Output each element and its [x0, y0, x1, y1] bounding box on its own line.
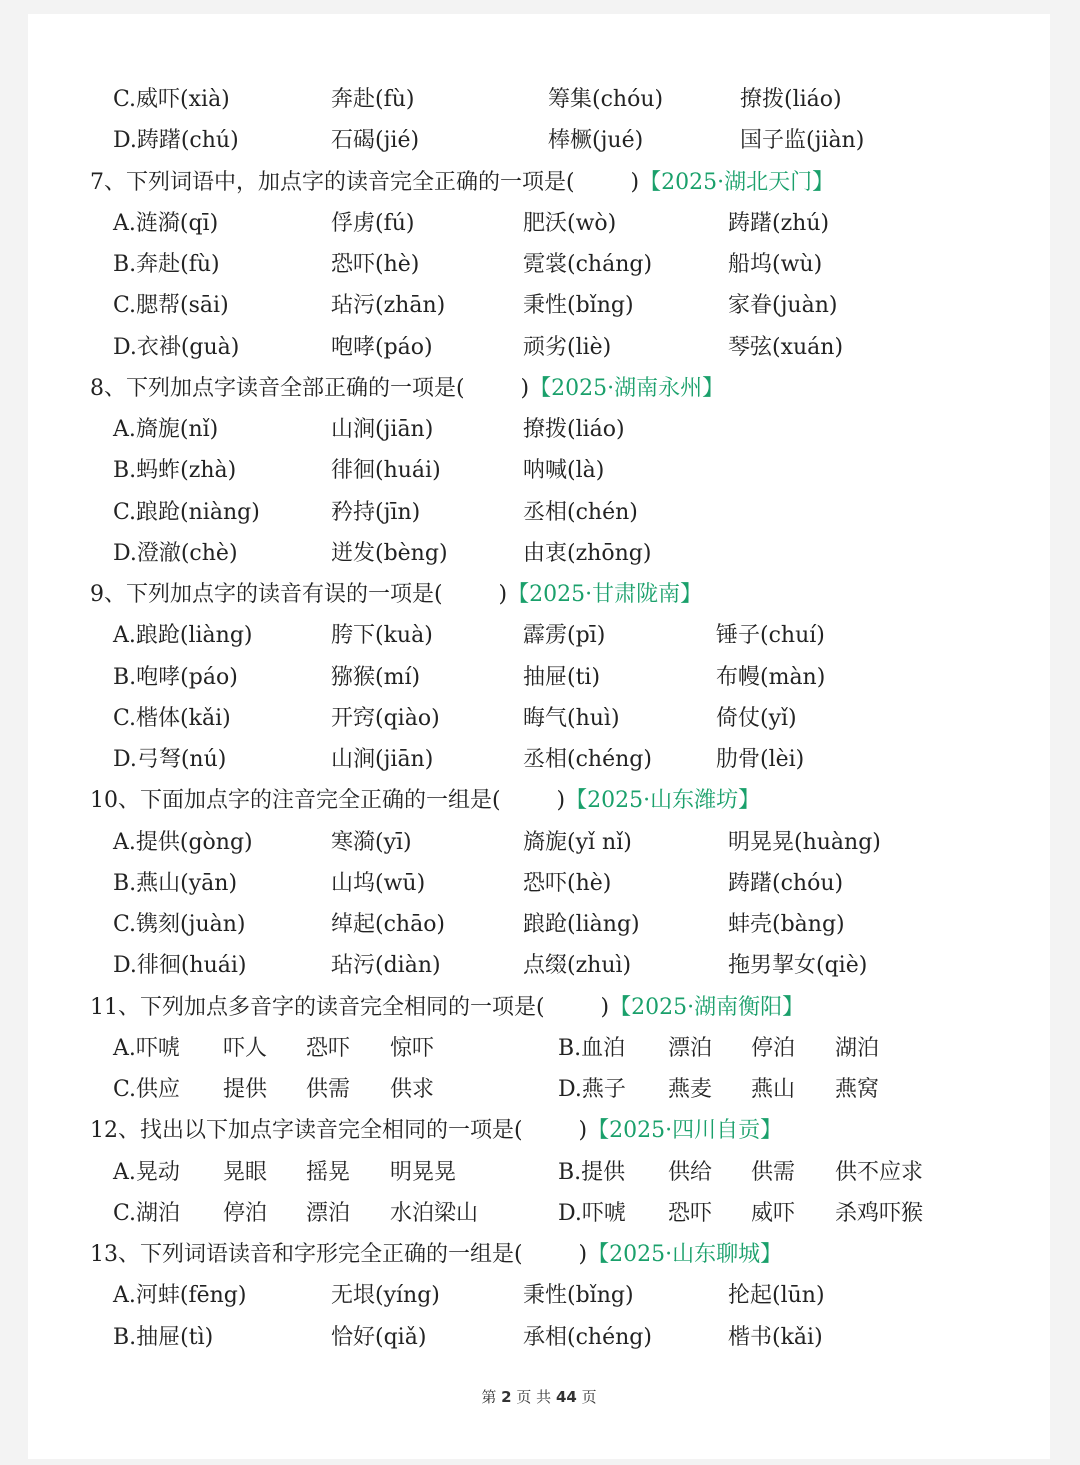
- option-item: 提供: [223, 1077, 268, 1102]
- option-item: 霹雳(pī): [523, 623, 606, 649]
- question-number: 10、: [90, 788, 140, 814]
- option-item: 玷污(diàn): [331, 953, 441, 979]
- options-row: [28, 864, 1050, 904]
- options-row: [28, 1194, 1050, 1234]
- document-page: [28, 14, 1050, 1459]
- question-number: 7、: [90, 169, 126, 195]
- option-item: C.湖泊: [113, 1200, 181, 1226]
- question-row: [28, 988, 1050, 1028]
- option-item: 石碣(jié): [331, 128, 420, 154]
- answer-blank: ): [574, 169, 640, 195]
- option-item: B.提供: [558, 1159, 626, 1185]
- option-item: 供需: [751, 1159, 796, 1185]
- question-number: 11、: [90, 994, 140, 1020]
- question-text: 下列加点字的读音有误的一项是(: [126, 582, 443, 607]
- option-item: 玷污(zhān): [331, 293, 446, 319]
- option-item: 抽屉(ti): [523, 664, 601, 690]
- page-footer: [28, 1386, 1050, 1407]
- option-item: A.晃动: [113, 1159, 180, 1185]
- question-row: [28, 575, 1050, 615]
- options-row: [28, 1070, 1050, 1110]
- option-item: C.威吓(xià): [113, 87, 230, 112]
- option-item: 恐吓: [668, 1200, 713, 1226]
- question-stem: [90, 988, 804, 1028]
- option-item: 燕麦: [668, 1077, 713, 1102]
- option-item: 蚌壳(bàng): [728, 912, 845, 937]
- option-item: 布幔(màn): [716, 664, 826, 690]
- option-item: 山涧(jiān): [331, 417, 434, 442]
- option-item: D.徘徊(huái): [113, 953, 247, 979]
- question-text: 下面加点字的注音完全正确的一组是(: [140, 788, 501, 814]
- options-row: [28, 451, 1050, 491]
- option-item: 抡起(lūn): [728, 1283, 825, 1309]
- option-item: 筹集(chóu): [548, 87, 664, 112]
- option-item: 楷书(kǎi): [728, 1324, 823, 1350]
- question-source: 【2025·湖南衡阳】: [609, 994, 805, 1020]
- question-text: 下列词语读音和字形完全正确的一组是(: [140, 1242, 523, 1267]
- option-item: 明晃晃(huàng): [728, 829, 881, 855]
- option-item: 由衷(zhōng): [523, 540, 652, 566]
- option-item: 丞相(chéng): [523, 747, 652, 772]
- answer-blank: ): [522, 1242, 588, 1267]
- option-item: 开窍(qiào): [331, 705, 440, 731]
- question-stem: [90, 781, 760, 821]
- option-item: 撩拨(liáo): [740, 87, 842, 112]
- option-item: 琴弦(xuán): [728, 334, 844, 360]
- answer-blank: ): [442, 582, 508, 607]
- option-item: 霓裳(cháng): [523, 252, 653, 277]
- option-item: 惊吓: [390, 1035, 435, 1061]
- option-item: 供需: [306, 1077, 351, 1102]
- option-item: 燕窝: [835, 1077, 880, 1102]
- option-item: A.涟漪(qī): [113, 210, 219, 236]
- option-item: 湖泊: [835, 1035, 880, 1061]
- footer-prefix: 第: [481, 1388, 497, 1406]
- current-page-number: 2: [501, 1388, 512, 1406]
- question-stem: [90, 1111, 782, 1151]
- option-item: D.踌躇(chú): [113, 128, 239, 154]
- options-row: [28, 1029, 1050, 1069]
- option-item: 水泊梁山: [390, 1200, 479, 1226]
- option-item: 无垠(yíng): [331, 1283, 440, 1309]
- option-item: 秉性(bǐng): [523, 293, 634, 319]
- footer-mid: 页 共: [516, 1388, 552, 1406]
- option-item: 船坞(wù): [728, 252, 823, 277]
- option-item: 漂泊: [306, 1200, 351, 1226]
- options-row: [28, 1276, 1050, 1316]
- question-stem: [90, 163, 834, 203]
- option-item: C.供应: [113, 1077, 181, 1102]
- option-item: 拖男挈女(qiè): [728, 953, 868, 979]
- option-item: 迸发(bèng): [331, 540, 448, 566]
- option-item: 山坞(wū): [331, 870, 426, 896]
- option-item: 承相(chéng): [523, 1324, 652, 1350]
- options-row: [28, 658, 1050, 698]
- options-row: [28, 699, 1050, 739]
- option-item: 恐吓(hè): [523, 870, 612, 896]
- question-number: 8、: [90, 375, 126, 401]
- question-stem: [90, 369, 724, 409]
- option-item: 供求: [390, 1077, 435, 1102]
- option-item: 恰好(qiǎ): [331, 1324, 427, 1350]
- option-item: 供不应求: [835, 1159, 924, 1185]
- option-item: 寒漪(yī): [331, 829, 412, 855]
- question-stem: [90, 1235, 782, 1275]
- option-item: 家眷(juàn): [728, 293, 838, 319]
- option-item: 停泊: [223, 1200, 268, 1226]
- options-row: [28, 1153, 1050, 1193]
- option-item: 踉跄(liàng): [523, 912, 640, 937]
- question-row: [28, 1235, 1050, 1275]
- option-item: C.镌刻(juàn): [113, 912, 246, 937]
- option-item: 肥沃(wò): [523, 210, 617, 236]
- option-item: 秉性(bǐng): [523, 1283, 634, 1309]
- option-item: 漂泊: [668, 1035, 713, 1061]
- answer-blank: ): [464, 375, 530, 401]
- option-item: B.血泊: [558, 1035, 626, 1061]
- options-row: [28, 905, 1050, 945]
- question-source: 【2025·湖南永州】: [529, 375, 725, 401]
- option-item: 摇晃: [306, 1159, 351, 1185]
- options-row: [28, 493, 1050, 533]
- option-item: 国子监(jiàn): [740, 128, 865, 154]
- option-item: B.抽屉(tì): [113, 1324, 214, 1350]
- option-item: D.澄澈(chè): [113, 540, 238, 566]
- option-item: 停泊: [751, 1035, 796, 1061]
- options-row: [28, 1318, 1050, 1358]
- question-source: 【2025·湖北天门】: [639, 169, 835, 195]
- option-item: 踌躇(zhú): [728, 210, 830, 236]
- answer-blank: ): [500, 788, 566, 814]
- option-item: 顽劣(liè): [523, 334, 612, 360]
- option-item: 山涧(jiān): [331, 747, 434, 772]
- question-text: 下列加点多音字的读音完全相同的一项是(: [140, 994, 545, 1020]
- answer-blank: ): [544, 994, 610, 1020]
- question-row: [28, 781, 1050, 821]
- option-item: 吓人: [223, 1035, 268, 1061]
- option-item: B.燕山(yān): [113, 870, 238, 896]
- question-number: 9、: [90, 582, 126, 607]
- options-row: [28, 534, 1050, 574]
- option-item: 徘徊(huái): [331, 458, 441, 484]
- option-item: 绰起(chāo): [331, 912, 446, 937]
- option-item: 燕山: [751, 1077, 796, 1102]
- options-row: [28, 616, 1050, 656]
- option-item: A.河蚌(fēng): [113, 1283, 247, 1309]
- option-item: 肋骨(lèi): [716, 747, 805, 772]
- question-stem: [90, 575, 702, 615]
- option-item: 旖旎(yǐ nǐ): [523, 829, 632, 855]
- option-item: 矜持(jīn): [331, 499, 421, 525]
- option-item: 猕猴(mí): [331, 664, 421, 690]
- answer-blank: ): [522, 1118, 588, 1144]
- options-row: [28, 204, 1050, 244]
- option-item: B.奔赴(fù): [113, 252, 220, 277]
- options-row: [28, 121, 1050, 161]
- option-item: D.弓弩(nú): [113, 747, 227, 772]
- option-item: 杀鸡吓猴: [835, 1200, 924, 1226]
- question-row: [28, 1111, 1050, 1151]
- option-item: A.旖旎(nǐ): [113, 417, 219, 442]
- question-text: 下列词语中，加点字的读音完全正确的一项是(: [126, 169, 575, 195]
- option-item: 威吓: [751, 1200, 796, 1226]
- question-source: 【2025·山东聊城】: [587, 1242, 783, 1267]
- option-item: 呐喊(là): [523, 458, 605, 484]
- option-item: 俘虏(fú): [331, 210, 415, 236]
- option-item: 锤子(chuí): [716, 623, 825, 649]
- question-number: 12、: [90, 1118, 140, 1144]
- option-item: 撩拨(liáo): [523, 417, 625, 442]
- question-text: 找出以下加点字读音完全相同的一项是(: [140, 1118, 523, 1144]
- option-item: D.燕子: [558, 1077, 626, 1102]
- options-row: [28, 823, 1050, 863]
- question-row: [28, 163, 1050, 203]
- options-row: [28, 946, 1050, 986]
- option-item: A.吓唬: [113, 1035, 180, 1061]
- options-row: [28, 410, 1050, 450]
- option-item: 晃眼: [223, 1159, 268, 1185]
- option-item: 恐吓: [306, 1035, 351, 1061]
- total-page-count: 44: [555, 1388, 577, 1406]
- option-item: A.提供(gòng): [113, 829, 253, 855]
- option-item: 丞相(chén): [523, 499, 638, 525]
- option-item: C.踉跄(niàng): [113, 499, 260, 525]
- option-item: 棒橛(jué): [548, 128, 644, 154]
- question-row: [28, 369, 1050, 409]
- options-row: [28, 245, 1050, 285]
- footer-suffix: 页: [581, 1388, 597, 1406]
- options-row: [28, 286, 1050, 326]
- option-item: 奔赴(fù): [331, 87, 415, 112]
- question-source: 【2025·四川自贡】: [587, 1118, 783, 1144]
- options-row: [28, 740, 1050, 780]
- option-item: B.蚂蚱(zhà): [113, 458, 237, 484]
- option-item: 供给: [668, 1159, 713, 1185]
- question-source: 【2025·山东潍坊】: [565, 788, 761, 814]
- option-item: 恐吓(hè): [331, 252, 420, 277]
- option-item: 明晃晃: [390, 1159, 457, 1185]
- question-number: 13、: [90, 1242, 140, 1267]
- option-item: D.吓唬: [558, 1200, 626, 1226]
- options-row: [28, 80, 1050, 120]
- option-item: A.踉跄(liàng): [113, 623, 253, 649]
- options-row: [28, 328, 1050, 368]
- option-item: 胯下(kuà): [331, 623, 433, 649]
- option-item: 点缀(zhuì): [523, 953, 632, 979]
- option-item: C.腮帮(sāi): [113, 293, 229, 319]
- option-item: 晦气(huì): [523, 705, 620, 731]
- question-text: 下列加点字读音全部正确的一项是(: [126, 375, 465, 401]
- option-item: 踌躇(chóu): [728, 870, 844, 896]
- option-item: 咆哮(páo): [331, 334, 433, 360]
- option-item: C.楷体(kǎi): [113, 705, 231, 731]
- option-item: 倚仗(yǐ): [716, 705, 797, 731]
- question-source: 【2025·甘肃陇南】: [507, 582, 703, 607]
- option-item: D.衣褂(guà): [113, 334, 240, 360]
- option-item: B.咆哮(páo): [113, 664, 238, 690]
